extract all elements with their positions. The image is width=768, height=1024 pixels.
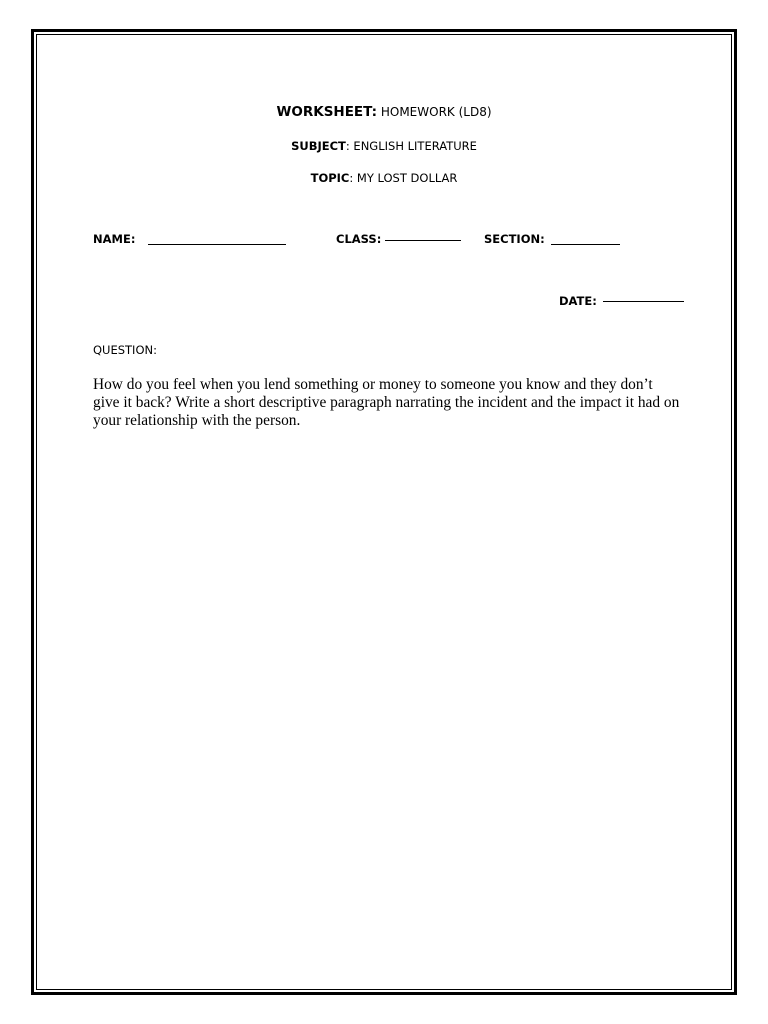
topic-line bbox=[0, 171, 768, 185]
subject-value: : ENGLISH LITERATURE bbox=[345, 139, 477, 153]
worksheet-label: WORKSHEET: bbox=[276, 104, 378, 120]
worksheet-title bbox=[0, 104, 768, 120]
section-label: SECTION: bbox=[484, 232, 545, 246]
name-blank bbox=[148, 244, 286, 245]
worksheet-value: HOMEWORK (LD8) bbox=[380, 105, 492, 119]
topic-value: : MY LOST DOLLAR bbox=[349, 171, 458, 185]
subject-label: SUBJECT bbox=[291, 139, 346, 153]
date-label: DATE: bbox=[559, 294, 597, 308]
subject-line bbox=[0, 139, 768, 153]
section-blank bbox=[551, 244, 620, 245]
topic-label: TOPIC bbox=[310, 171, 350, 185]
class-label: CLASS: bbox=[336, 232, 382, 246]
question-label: QUESTION: bbox=[93, 343, 157, 357]
name-label: NAME: bbox=[93, 232, 136, 246]
class-blank bbox=[385, 240, 461, 241]
date-blank bbox=[603, 301, 684, 302]
question-text: How do you feel when you lend something or money to someone you know and they don’t give it back? Write a short descriptive paragraph narrating the incident and the impact it had on your relationship with the person. bbox=[93, 376, 680, 429]
